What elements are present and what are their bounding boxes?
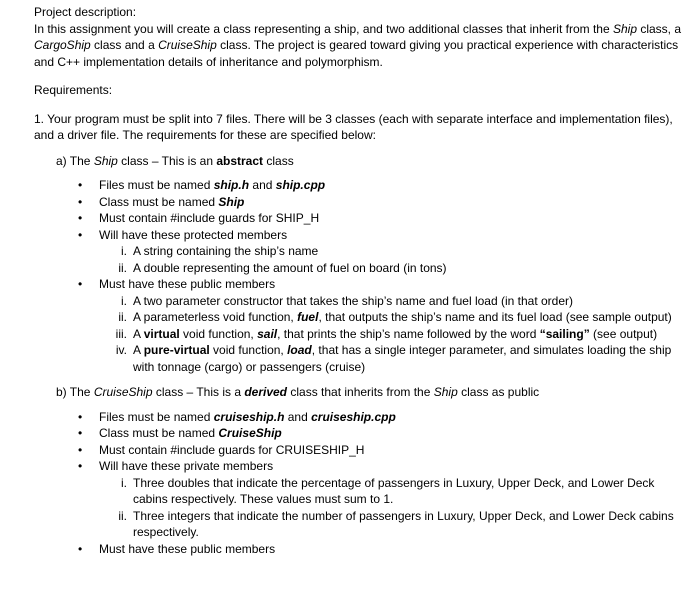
text-run: “sailing”	[539, 326, 590, 341]
text-run: void function,	[209, 343, 288, 357]
text-run: b) The	[56, 385, 94, 399]
text-run: ship.h	[213, 178, 250, 192]
text-run: CargoShip	[34, 38, 91, 52]
sub-item-number: i.	[121, 244, 127, 258]
text-run: A	[133, 343, 144, 357]
text-run: virtual	[143, 326, 180, 341]
text-run: void function,	[179, 326, 258, 341]
bullet-item	[34, 541, 690, 558]
text-run: Ship	[433, 385, 458, 399]
sub-item	[99, 293, 690, 310]
text-run: cruiseship.cpp	[311, 409, 396, 424]
sub-item-number: iii.	[115, 326, 127, 341]
section-a-title	[56, 153, 690, 170]
text-run: and	[249, 178, 276, 192]
text-run: A parameterless void function,	[133, 310, 298, 324]
text-run: Must contain #include guards for SHIP_H	[99, 211, 320, 225]
bullet-item	[34, 227, 690, 277]
text-run: A double representing the amount of fuel on board (in tons)	[133, 260, 447, 275]
bullet-item	[34, 458, 690, 541]
text-run: (see output)	[589, 326, 658, 341]
sub-item	[99, 508, 690, 541]
sub-item-number: i.	[121, 475, 127, 490]
bullet-text	[99, 227, 690, 244]
sub-item-number: i.	[121, 293, 127, 308]
sub-item	[99, 243, 690, 260]
text-run: A string containing the ship’s name	[133, 244, 319, 258]
bullet-item	[34, 177, 690, 194]
sub-item-number: iv.	[115, 343, 127, 357]
text-run: derived	[244, 385, 288, 399]
bullet-item	[34, 194, 690, 211]
text-run: load	[287, 343, 312, 357]
sub-item-number: ii.	[118, 310, 127, 324]
text-run: Ship	[218, 194, 245, 209]
sub-item	[99, 475, 690, 508]
text-run: CruiseShip	[218, 426, 282, 440]
bullet-text	[99, 409, 690, 426]
requirements-heading: Requirements:	[34, 83, 113, 97]
bullet-text	[99, 194, 690, 211]
requirement-1: 1. Your program must be split into 7 files. There will be 3 classes (each with separate interface and implementation files), and a driver file. The requirements for these are specified below:	[34, 111, 673, 142]
text-run: A	[133, 326, 144, 341]
text-run: Class must be named	[99, 426, 219, 440]
sub-list	[99, 293, 690, 376]
text-run: sail	[257, 326, 278, 341]
bullet-text	[99, 458, 690, 475]
text-run: class that inherits from the	[287, 385, 434, 399]
intro-paragraph	[34, 21, 690, 71]
project-description-heading: Project description:	[34, 5, 137, 19]
bullet-text	[99, 425, 690, 442]
text-run: Must have these public members	[99, 541, 276, 556]
bullet-item	[34, 442, 690, 459]
text-run: a) The	[56, 153, 94, 168]
text-run: class	[263, 153, 294, 168]
text-run: class as public	[457, 385, 540, 399]
bullet-item	[34, 425, 690, 442]
sub-item	[99, 260, 690, 277]
text-run: , that has a single integer parameter, and simulates loading the ship with tonnage (cargo) or passengers (cruise)	[133, 343, 672, 374]
text-run: Ship	[93, 153, 118, 168]
text-run: In this assignment you will create a class representing a ship, and two additional classes that inherit from the	[34, 21, 613, 36]
text-run: abstract	[216, 153, 264, 168]
text-run: CruiseShip	[93, 385, 153, 399]
sub-item	[99, 309, 690, 326]
text-run: Files must be named	[99, 409, 214, 424]
sub-item	[99, 342, 690, 375]
bullet-item	[34, 276, 690, 375]
text-run: A two parameter constructor that takes the ship’s name and fuel load (in that order)	[133, 293, 574, 308]
text-run: Must have these public members	[99, 277, 276, 291]
text-run: CruiseShip	[158, 38, 217, 52]
text-run: class, a	[637, 21, 682, 36]
sub-list	[99, 243, 690, 276]
text-run: pure-virtual	[143, 343, 210, 357]
sub-item	[99, 326, 690, 343]
sub-list	[99, 475, 690, 541]
text-run: ship.cpp	[275, 178, 326, 192]
section-a-list	[34, 177, 690, 375]
text-run: , that prints the ship’s name followed by the word	[277, 326, 540, 341]
text-run: class. The project is geared toward giving you practical experience with characteristics and C++ implementation details of inheritance and polymorphism.	[34, 38, 679, 69]
bullet-text	[99, 177, 690, 194]
sub-item-number: ii.	[118, 508, 127, 523]
text-run: , that outputs the ship’s name and its fuel load (see sample output)	[318, 310, 672, 324]
text-run: class – This is an	[117, 153, 217, 168]
bullet-text	[99, 442, 690, 459]
text-run: cruiseship.h	[213, 409, 285, 424]
text-run: Must contain #include guards for CRUISESHIP_H	[99, 442, 365, 457]
bullet-text	[99, 276, 690, 293]
text-run: Will have these protected members	[99, 227, 288, 242]
text-run: Three doubles that indicate the percentage of passengers in Luxury, Upper Deck, and Lower Deck cabins respectively. These values must sum to 1.	[133, 475, 655, 506]
bullet-item	[34, 210, 690, 227]
text-run: and	[284, 409, 312, 424]
sub-item-number: ii.	[118, 260, 127, 275]
text-run: fuel	[297, 310, 319, 324]
section-b-title	[56, 384, 690, 401]
bullet-text	[99, 210, 690, 227]
text-run: class – This is a	[152, 385, 245, 399]
section-b-list	[34, 409, 690, 558]
text-run: Will have these private members	[99, 459, 274, 473]
text-run: Class must be named	[99, 194, 219, 209]
text-run: Files must be named	[99, 178, 214, 192]
bullet-text	[99, 541, 690, 558]
bullet-item	[34, 409, 690, 426]
text-run: class and a	[90, 38, 159, 52]
text-run: Three integers that indicate the number of passengers in Luxury, Upper Deck, and Lower Deck cabins respectively.	[133, 508, 674, 539]
text-run: Ship	[612, 21, 637, 36]
